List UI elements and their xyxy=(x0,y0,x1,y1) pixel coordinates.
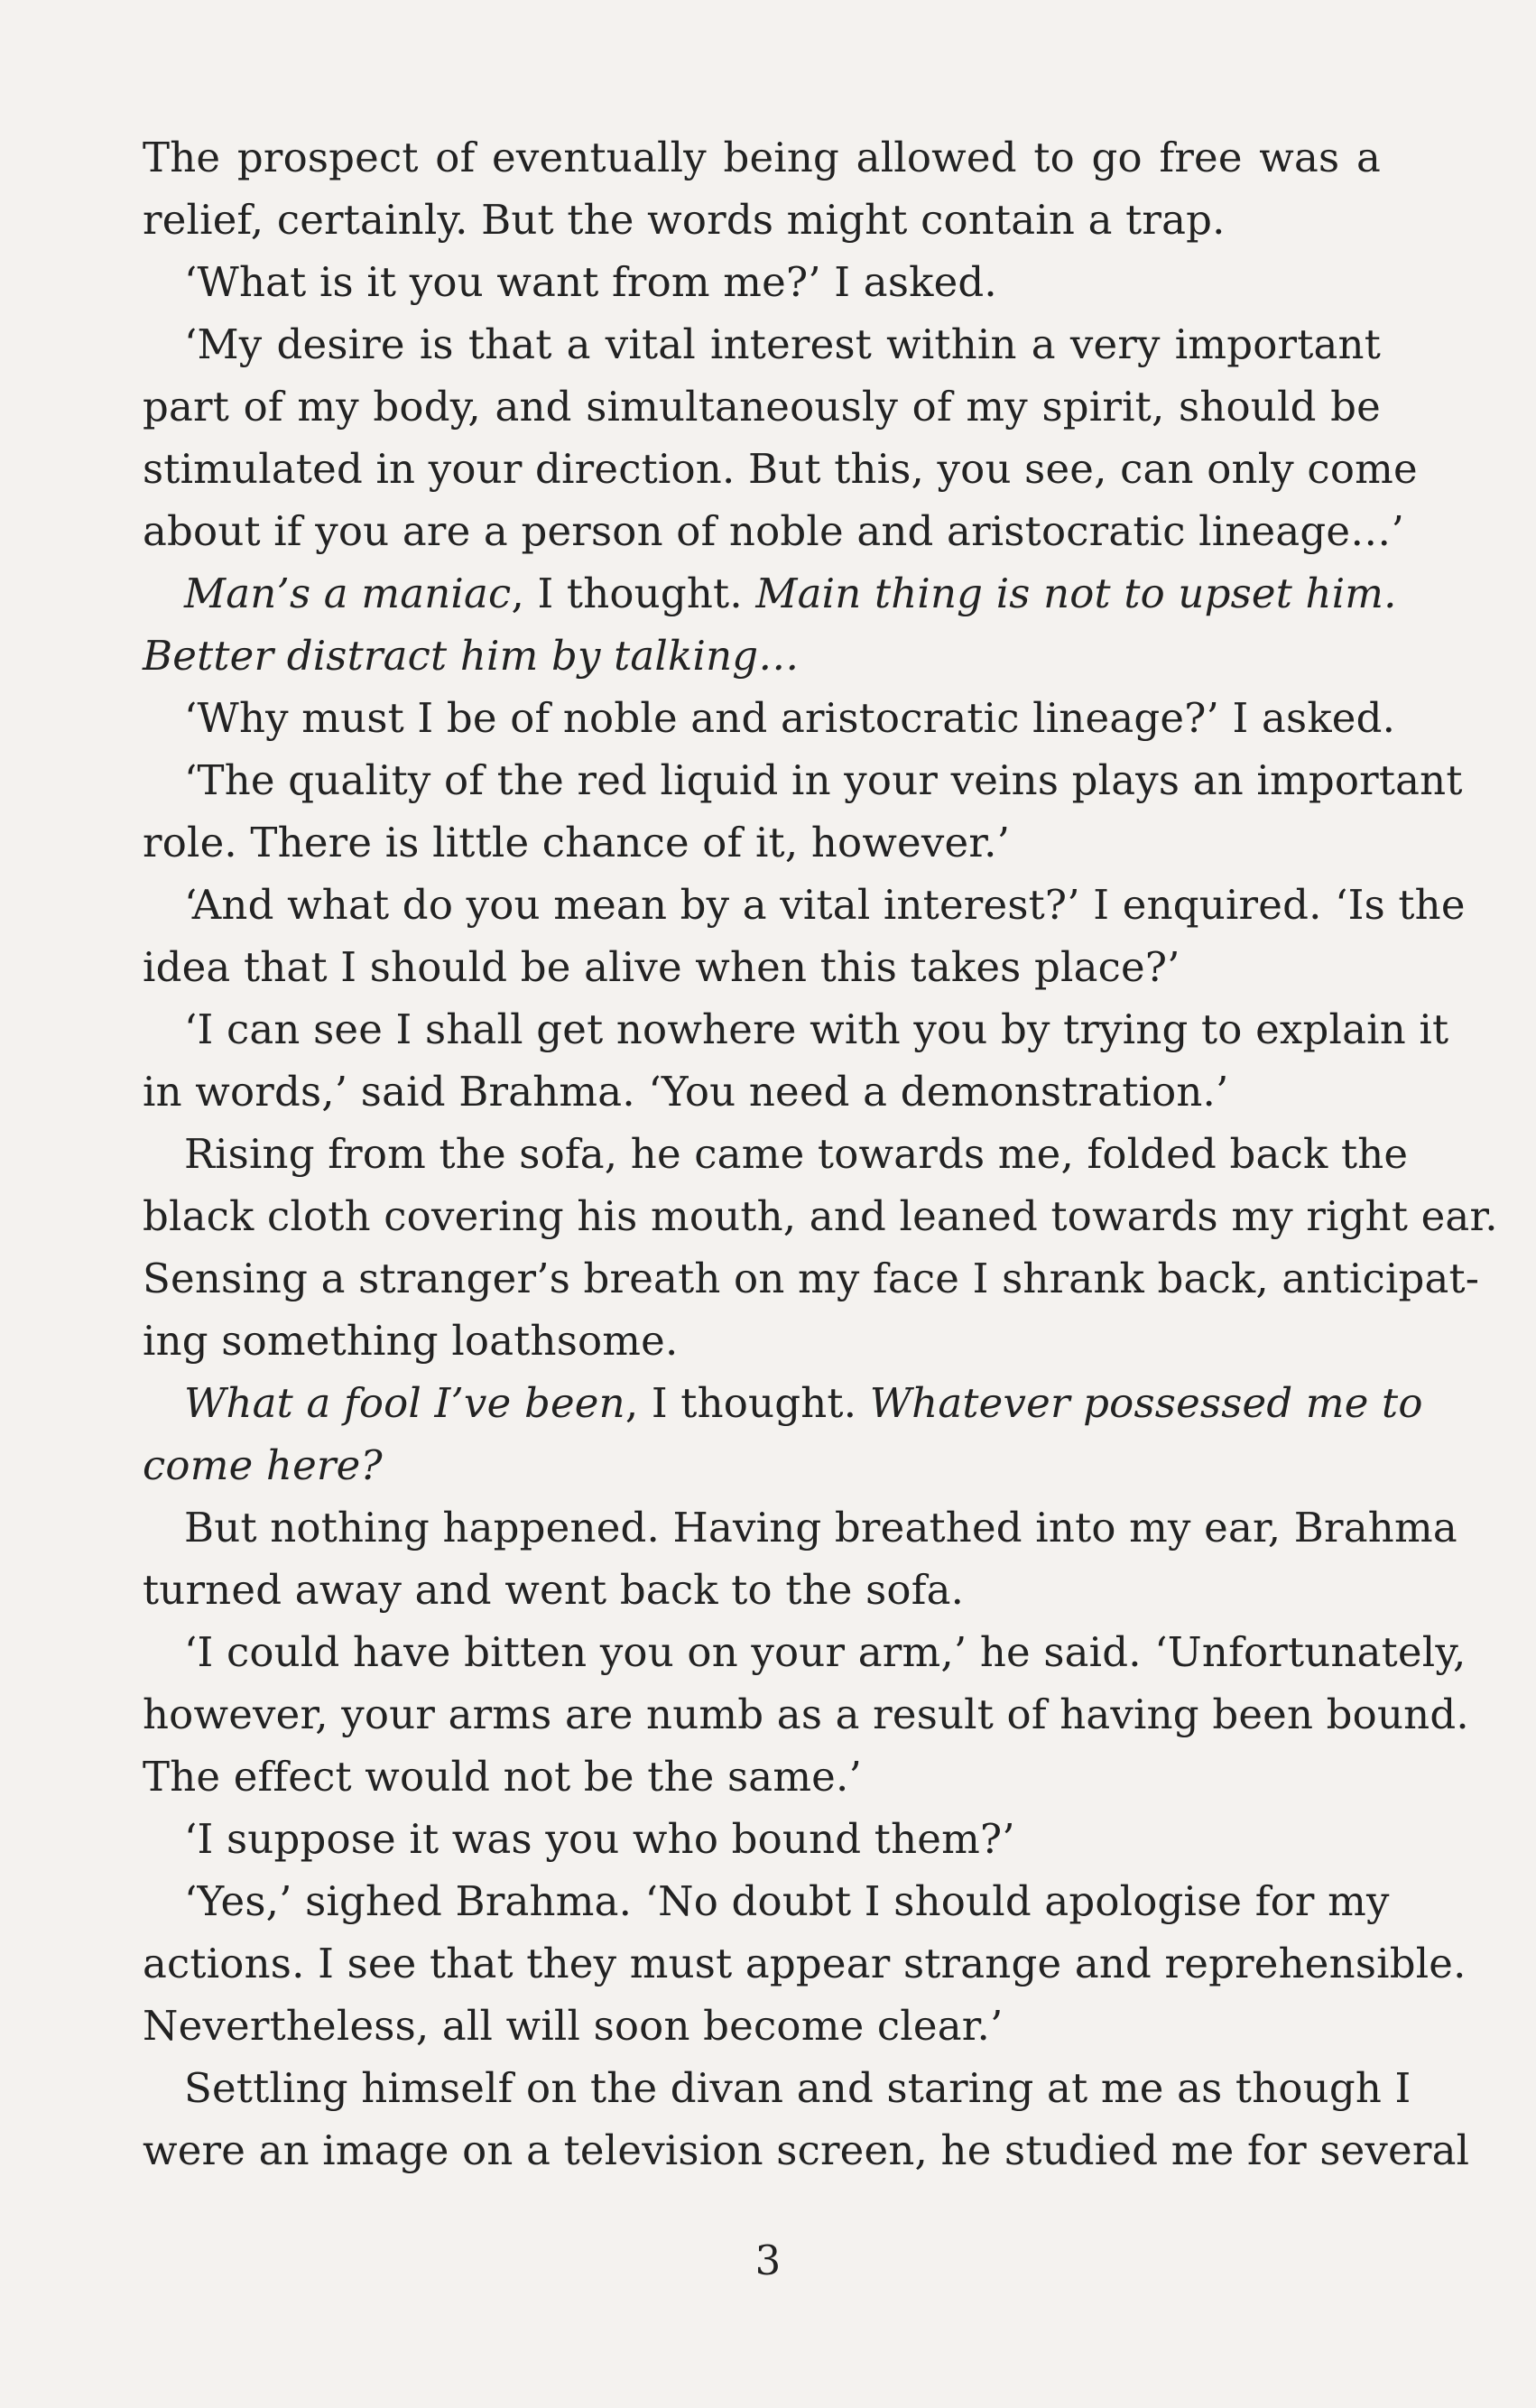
paragraph xyxy=(143,251,1381,313)
paragraph xyxy=(143,1808,1381,1870)
text-line: about if you are a person of noble and aristocratic lineage…’ xyxy=(143,507,1404,555)
text-line: ‘What is it you want from me?’ I asked. xyxy=(184,258,997,306)
text-line: black cloth covering his mouth, and leaned towards my right ear. xyxy=(143,1192,1498,1240)
text-line: relief, certainly. But the words might contain a trap. xyxy=(143,196,1226,244)
paragraph xyxy=(143,313,1418,562)
paragraph xyxy=(143,1621,1469,1808)
text-line xyxy=(143,562,1397,625)
text-line: stimulated in your direction. But this, you see, can only come xyxy=(143,445,1418,493)
paragraph xyxy=(143,874,1466,998)
text-line: idea that I should be alive when this takes place?’ xyxy=(143,943,1180,991)
text-line: ‘The quality of the red liquid in your veins plays an important xyxy=(184,756,1463,804)
text-line: ‘And what do you mean by a vital interest?’ I enquired. ‘Is the xyxy=(184,881,1466,929)
text-line: But nothing happened. Having breathed into my ear, Brahma xyxy=(184,1504,1457,1551)
text-line: ‘Why must I be of noble and aristocratic lineage?’ I asked. xyxy=(184,694,1396,742)
paragraph xyxy=(143,1870,1467,2057)
text-line: part of my body, and simultaneously of my spirit, should be xyxy=(143,383,1381,431)
paragraph xyxy=(143,998,1449,1123)
paragraph xyxy=(143,562,1397,687)
text-line: The prospect of eventually being allowed to go free was a xyxy=(143,134,1381,181)
text-line xyxy=(143,625,1381,687)
text-line: actions. I see that they must appear strange and reprehensible. xyxy=(143,1940,1467,1987)
text-line xyxy=(143,1434,1381,1496)
paragraph xyxy=(143,1123,1498,1372)
paragraph xyxy=(143,1372,1423,1496)
text-line: were an image on a television screen, he studied me for several xyxy=(143,2126,1470,2174)
page-body xyxy=(143,126,1498,2181)
text-line: Settling himself on the divan and staring at me as though I xyxy=(184,2064,1411,2112)
narration: , I thought. xyxy=(511,570,756,617)
paragraph xyxy=(143,1496,1457,1621)
text-line: ‘I can see I shall get nowhere with you by trying to explain it xyxy=(184,1005,1449,1053)
italic-thought: come here? xyxy=(143,1441,383,1489)
text-line xyxy=(143,1372,1423,1434)
text-line: Rising from the sofa, he came towards me, folded back the xyxy=(184,1130,1409,1178)
text-line: ‘I suppose it was you who bound them?’ xyxy=(184,1815,1015,1863)
text-line: The effect would not be the same.’ xyxy=(143,1753,863,1801)
text-line: turned away and went back to the sofa. xyxy=(143,1566,965,1614)
paragraph xyxy=(143,126,1381,251)
text-line: role. There is little chance of it, however.’ xyxy=(143,819,1011,866)
text-line: Sensing a stranger’s breath on my face I shrank back, anticipat- xyxy=(143,1255,1480,1302)
text-line: ‘I could have bitten you on your arm,’ he said. ‘Unfortunately, xyxy=(184,1628,1467,1676)
italic-thought: Whatever possessed me to xyxy=(869,1379,1423,1427)
italic-thought: Main thing is not to upset him. xyxy=(755,570,1397,617)
page-number: 3 xyxy=(754,2237,782,2284)
narration: , I thought. xyxy=(625,1379,870,1427)
text-line: however, your arms are numb as a result of having been bound. xyxy=(143,1690,1469,1738)
text-line: Nevertheless, all will soon become clear.’ xyxy=(143,2002,1004,2050)
italic-thought: Man’s a maniac xyxy=(184,570,512,617)
text-line: ‘Yes,’ sighed Brahma. ‘No doubt I should apologise for my xyxy=(184,1877,1390,1925)
italic-thought: What a fool I’ve been xyxy=(184,1379,625,1427)
text-line: ‘My desire is that a vital interest within a very important xyxy=(184,320,1381,368)
italic-thought: Better distract him by talking… xyxy=(143,632,800,680)
paragraph xyxy=(143,2057,1470,2181)
paragraph xyxy=(143,687,1396,749)
text-line: in words,’ said Brahma. ‘You need a demonstration.’ xyxy=(143,1068,1229,1116)
paragraph xyxy=(143,749,1463,874)
text-line: ing something loathsome. xyxy=(143,1317,679,1365)
